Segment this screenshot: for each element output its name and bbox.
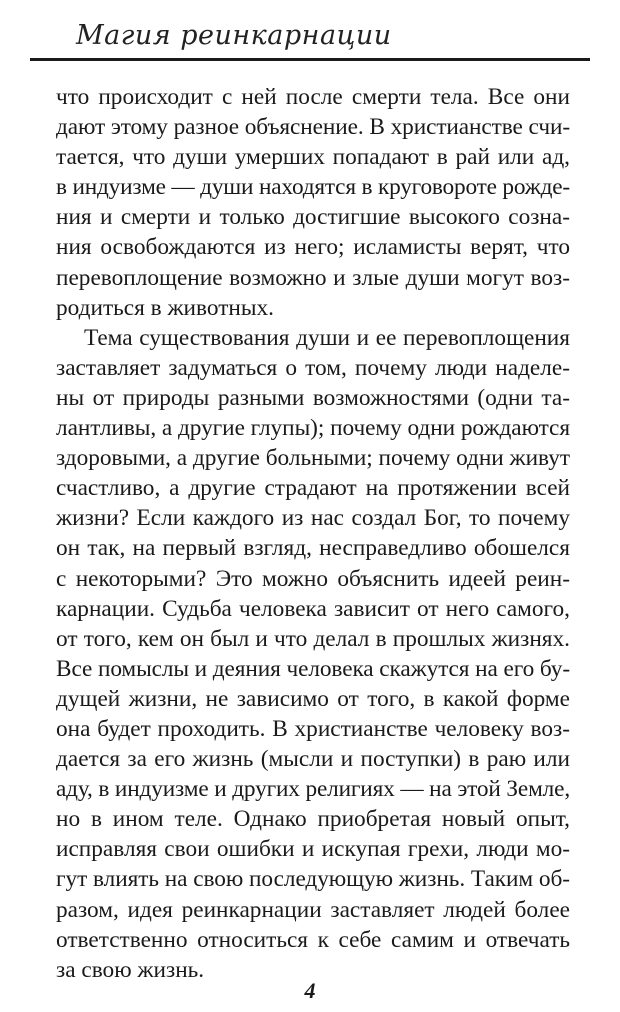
text-line: родиться в животных.	[56, 294, 274, 321]
text-line: дается за его жизнь (мысли и поступки) в раю или	[56, 746, 570, 773]
paragraph	[56, 82, 570, 323]
text-line: от того, кем он был и что делал в прошлых жизнях.	[56, 625, 570, 652]
text-line: лантливы, а другие глупы); почему одни рождаются	[56, 415, 570, 442]
running-head	[40, 14, 580, 64]
text-line: он так, на первый взгляд, несправедливо обошелся	[56, 535, 570, 562]
text-line: ния освобождаются из него; исламисты верят, что	[56, 234, 570, 261]
text-line: счастливо, а другие страдают на протяжении всей	[56, 475, 570, 502]
text-line: тается, что души умерших попадают в рай или ад,	[56, 144, 570, 171]
text-line: в индуизме — души находятся в круговороте рожде-	[56, 174, 570, 201]
header-rule	[30, 58, 590, 61]
page-number: 4	[304, 978, 316, 1003]
text-line: но в ином теле. Однако приобретая новый опыт,	[56, 806, 570, 833]
text-line: за свою жизнь.	[56, 956, 205, 983]
text-line: аду, в индуизме и других религиях — на этой Земле,	[56, 776, 570, 803]
running-title: Магия реинкарнации	[76, 20, 392, 51]
text-line: заставляет задуматься о том, почему люди наделе-	[56, 354, 570, 381]
paragraph	[56, 323, 570, 985]
text-line: дают этому разное объяснение. В христианстве счи-	[56, 114, 570, 141]
text-line: перевоплощение возможно и злые души могут воз-	[56, 264, 570, 291]
text-line: жизни? Если каждого из нас создал Бог, то почему	[56, 505, 570, 532]
text-line: карнации. Судьба человека зависит от него самого,	[56, 595, 570, 622]
body-text	[56, 82, 570, 985]
text-line: с некоторыми? Это можно объяснить идеей реин-	[56, 565, 570, 592]
text-line: ния и смерти и только достигшие высокого созна-	[56, 204, 570, 231]
text-line: гут влиять на свою последующую жизнь. Таким об-	[56, 866, 570, 893]
text-line: ответственно относиться к себе самим и отвечать	[56, 926, 570, 953]
text-line: исправляя свои ошибки и искупая грехи, люди мо-	[56, 836, 570, 863]
text-line: дущей жизни, не зависимо от того, в какой форме	[56, 685, 570, 712]
text-line: Все помыслы и деяния человека скажутся на его бу-	[56, 655, 570, 682]
text-line: разом, идея реинкарнации заставляет людей более	[56, 896, 570, 923]
text-line: здоровыми, а другие больными; почему одни живут	[56, 445, 570, 472]
text-line: ны от природы разными возможностями (одни та-	[56, 384, 570, 411]
text-line: она будет проходить. В христианстве человеку воз-	[56, 715, 570, 742]
text-line: что происходит с ней после смерти тела. Все они	[56, 84, 570, 110]
text-line: Тема существования души и ее перевоплощения	[84, 324, 570, 351]
